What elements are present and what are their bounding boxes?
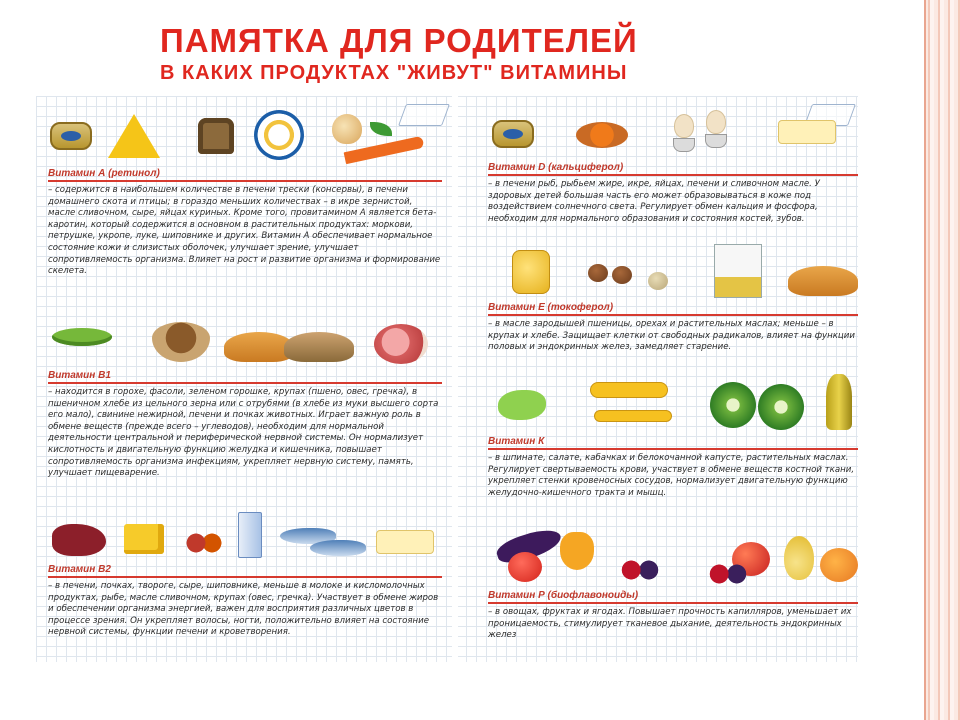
egg-cup-icon <box>673 138 695 152</box>
text-vitamin-e: – в масле зародышей пшеницы, орехах и растительных маслах; меньше – в крупах и хлебе. Защищает клетки от свободных радикалов, влияет на функции половых и эндокринных желез, замедляет старение. <box>488 319 855 353</box>
cherries-icon <box>706 562 750 586</box>
section-vitamin-e <box>488 244 858 354</box>
section-vitamin-a <box>48 106 442 278</box>
text-vitamin-b2: – в печени, почках, твороге, сыре, шиповнике, меньше в молоке и кисломолочных продуктах, рыбе, масле сливочном, крупах (овес, гречка). Участвует в обмене жиров и обеспечении организма энергией, важен для восприятия различных цветов в процессе зрения. Он укрепляет волосы, ногти, положительно влияет на состояние нервной системы, функции печени и кроветворения. <box>48 581 439 638</box>
cereal-box-icon <box>714 244 762 298</box>
section-vitamin-d <box>488 106 858 225</box>
zucchini-icon <box>590 382 668 398</box>
tomato-icon <box>508 552 542 582</box>
berries-icon <box>618 558 662 582</box>
olive-oil-bottle-icon <box>826 374 852 430</box>
zucchini-slices-icon <box>594 410 672 422</box>
heading-vitamin-a: Витамин А (ретинол) <box>48 166 442 182</box>
butter-icon <box>778 120 836 144</box>
section-vitamin-k <box>488 370 858 499</box>
decorative-right-border <box>924 0 960 720</box>
rye-bread-icon <box>284 332 354 362</box>
pear-icon <box>784 536 814 580</box>
caviar-icon <box>576 122 628 148</box>
parsley-icon <box>370 122 392 136</box>
text-vitamin-p: – в овощах, фруктах и ягодах. Повышает прочность капилляров, уменьшает их проницаемость, стимулирует тканевое дыхание, деятельность эндокринных желез <box>488 607 852 641</box>
fish-icon <box>310 540 366 556</box>
cheese-icon <box>124 524 164 554</box>
buckwheat-bowl-icon <box>152 322 210 362</box>
egg-icon <box>674 114 694 138</box>
onion-icon <box>332 114 362 144</box>
butter-icon <box>376 530 434 554</box>
cabbage-icon <box>710 382 756 428</box>
text-vitamin-d: – в печени рыб, рыбьем жире, икре, яйцах, печени и сливочном масле. У здоровых детей большая часть его может образовываться в коже под воздействием солнечного света. Регулирует обмен кальция и фосфора, необходим для нормального образования и состояния костей, зубов. <box>488 179 820 224</box>
peach-icon <box>820 548 858 582</box>
page-title <box>160 22 780 86</box>
rosehip-icon <box>184 530 224 556</box>
cheese-icon <box>108 114 160 158</box>
heading-vitamin-b2: Витамин В2 <box>48 562 442 578</box>
liver-icon <box>52 524 106 556</box>
hazelnut-icon <box>588 264 608 282</box>
canned-fish-icon <box>492 120 534 148</box>
pistachio-icon <box>648 272 668 290</box>
bread-icon <box>198 118 234 154</box>
egg-cup-icon <box>705 134 727 148</box>
bread-loaf-icon <box>788 266 858 296</box>
canned-fish-icon <box>50 122 92 150</box>
title-line-2: В КАКИХ ПРОДУКТАХ "ЖИВУТ" ВИТАМИНЫ <box>160 62 628 84</box>
section-vitamin-p <box>488 522 858 642</box>
heading-vitamin-p: Витамин Р (биофлавоноиды) <box>488 588 858 604</box>
heading-vitamin-b1: Витамин В1 <box>48 368 442 384</box>
heading-vitamin-d: Витамин D (кальциферол) <box>488 160 858 176</box>
pepper-icon <box>560 532 594 570</box>
column-separator <box>452 96 458 662</box>
milk-carton-icon <box>238 512 262 558</box>
cabbage-half-icon <box>758 384 804 430</box>
section-vitamin-b2 <box>48 512 442 639</box>
oil-jar-icon <box>512 250 550 294</box>
text-vitamin-b1: – находится в горохе, фасоли, зеленом горошке, крупах (пшено, овес, гречка), в пшеничном хлебе из цельного зерна или с отрубями (в хлебе из муки высшего сорта его мало), свинине нежирной, печени и почках животных. Играет важную роль в обмене веществ (прежде всего – углеводов), необходим для нормальной деятельности центральной и периферической нервной системы. Он нормализует кислотность и двигательную функцию желудка и кишечника, повышает сопротивляемость организма инфекциям, укрепляет нервную систему, память, улучшает пищеварение. <box>48 387 439 479</box>
egg-plate-icon <box>254 110 304 160</box>
text-vitamin-k: – в шпинате, салате, кабачках и белокочанной капусте, растительных маслах. Регулирует свертываемость крови, участвует в обмене веществ костной ткани, укрепляет стенки кровеносных сосудов, нормализует двигательную функцию желудочно-кишечного тракта и мышц. <box>488 453 855 498</box>
section-vitamin-b1 <box>48 318 442 480</box>
peas-icon <box>52 328 112 346</box>
heading-vitamin-e: Витамин Е (токоферол) <box>488 300 858 316</box>
title-line-1: ПАМЯТКА ДЛЯ РОДИТЕЛЕЙ <box>160 22 638 59</box>
text-vitamin-a: – содержится в наибольшем количестве в печени трески (консервы), в печени домашнего скота и птицы; в гораздо меньших количествах – в икре зернистой, масле сливочном, сыре, яйцах куриных. Кроме того, провитамином А является бета-каротин, который содержится в основном в растительных продуктах: моркови, петрушке, укропе, луке, шиповнике и других. Витамин А обеспечивает нормальное состояние кожи и слизистых оболочек, улучшает зрение, улучшает сопротивляемость организма. Влияет на рост и развитие организма и формирование скелета. <box>48 185 441 277</box>
hazelnut-icon <box>612 266 632 284</box>
egg-icon <box>706 110 726 134</box>
lettuce-icon <box>498 390 546 420</box>
heading-vitamin-k: Витамин К <box>488 434 858 450</box>
ham-icon <box>374 324 428 364</box>
